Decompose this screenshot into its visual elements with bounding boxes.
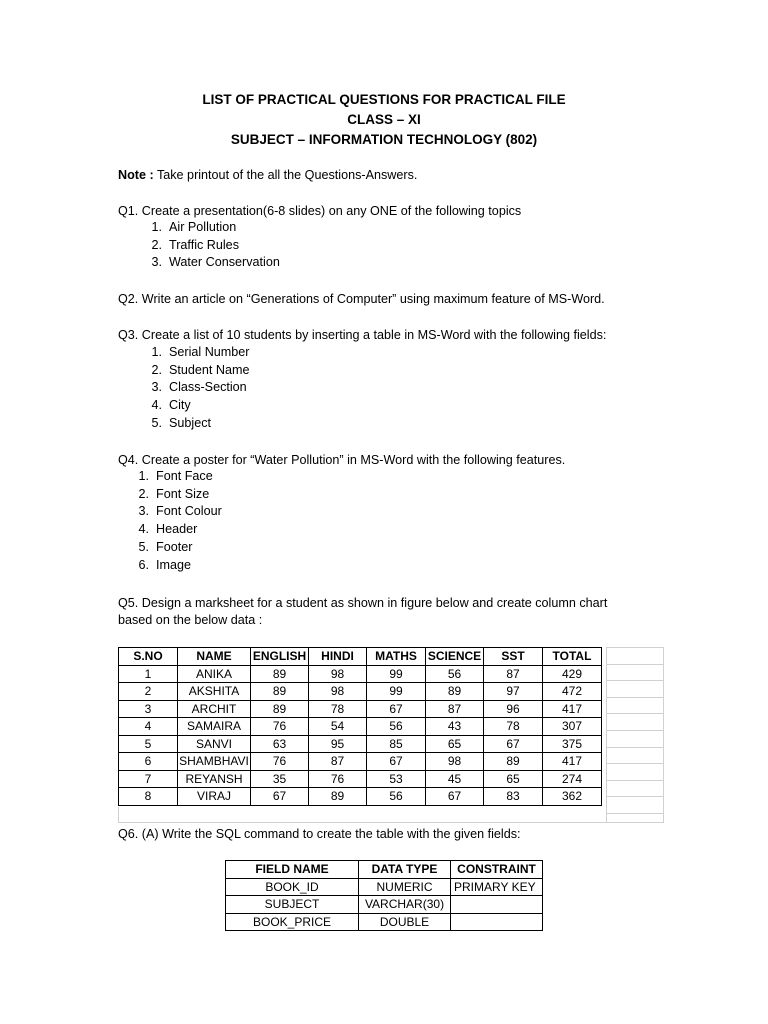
table-row xyxy=(119,788,602,806)
table-cell: 76 xyxy=(251,718,309,736)
table-cell: 362 xyxy=(543,788,602,806)
list-item: 2. Student Name xyxy=(151,362,250,377)
table-row xyxy=(119,753,602,771)
heading-line-1: LIST OF PRACTICAL QUESTIONS FOR PRACTICAL FILE xyxy=(202,92,566,107)
table-cell: 429 xyxy=(543,665,602,683)
table-row xyxy=(226,878,543,896)
table-cell: 65 xyxy=(426,735,484,753)
note-label: Note : xyxy=(118,168,154,182)
column-header: CONSTRAINT xyxy=(451,861,543,879)
table-cell: 98 xyxy=(426,753,484,771)
table-row xyxy=(119,700,602,718)
note xyxy=(118,166,417,184)
table-cell: 56 xyxy=(367,718,426,736)
table-cell: 97 xyxy=(484,683,543,701)
table-cell: REYANSH xyxy=(178,770,251,788)
question-5-line-2: based on the below data : xyxy=(118,613,263,627)
table-cell: 87 xyxy=(426,700,484,718)
table-cell: 78 xyxy=(484,718,543,736)
table-cell: 2 xyxy=(119,683,178,701)
table-cell: VIRAJ xyxy=(178,788,251,806)
table-cell: 67 xyxy=(484,735,543,753)
table-cell: 67 xyxy=(367,700,426,718)
table-cell: 99 xyxy=(367,683,426,701)
table-cell: SANVI xyxy=(178,735,251,753)
table-cell: 45 xyxy=(426,770,484,788)
table-cell: AKSHITA xyxy=(178,683,251,701)
table-cell: 3 xyxy=(119,700,178,718)
column-header: TOTAL xyxy=(543,648,602,666)
table-cell: SAMAIRA xyxy=(178,718,251,736)
table-cell: 417 xyxy=(543,753,602,771)
table-cell: 63 xyxy=(251,735,309,753)
table-cell: 375 xyxy=(543,735,602,753)
table-row xyxy=(226,913,543,931)
table-cell: 98 xyxy=(309,665,367,683)
list-item: 5. Subject xyxy=(151,415,212,430)
table-cell: SHAMBHAVI xyxy=(179,754,249,769)
table-cell: 7 xyxy=(119,770,178,788)
list-item: 1. Air Pollution xyxy=(151,220,237,234)
table-cell: 4 xyxy=(119,718,178,736)
table-cell: 89 xyxy=(251,700,309,718)
table-cell: 43 xyxy=(426,718,484,736)
table-cell: 307 xyxy=(543,718,602,736)
spreadsheet-grid-right xyxy=(606,647,664,823)
marksheet-table xyxy=(118,647,602,806)
table-cell: 53 xyxy=(367,770,426,788)
list-item: 2. Font Size xyxy=(138,486,210,501)
table-cell: 89 xyxy=(426,683,484,701)
table-cell: 35 xyxy=(251,770,309,788)
table-cell: 98 xyxy=(309,683,367,701)
table-row xyxy=(119,770,602,788)
table-row xyxy=(226,896,543,914)
table-cell: 65 xyxy=(484,770,543,788)
list-item: 3. Water Conservation xyxy=(151,255,280,270)
table-cell: VARCHAR(30) xyxy=(359,896,451,914)
heading-line-3: SUBJECT – INFORMATION TECHNOLOGY (802) xyxy=(230,132,538,147)
table-cell: SUBJECT xyxy=(226,896,359,914)
column-header: S.NO xyxy=(119,648,178,666)
table-cell: 5 xyxy=(119,735,178,753)
table-cell xyxy=(451,896,543,914)
table-cell: ARCHIT xyxy=(178,700,251,718)
table-cell: 54 xyxy=(309,718,367,736)
column-header: DATA TYPE xyxy=(359,861,451,879)
document-heading xyxy=(0,90,768,150)
question-4-list xyxy=(118,468,222,574)
question-4: Q4. Create a poster for “Water Pollution” in MS-Word with the following features. xyxy=(118,453,566,467)
note-text: Take printout of the all the Questions-Answers. xyxy=(153,168,418,182)
table-cell: 76 xyxy=(251,753,309,771)
table-cell xyxy=(451,913,543,931)
list-item: 6. Image xyxy=(138,557,192,572)
column-header: NAME xyxy=(178,648,251,666)
table-cell: 89 xyxy=(309,788,367,806)
list-item: 3. Class-Section xyxy=(151,380,247,395)
column-header: ENGLISH xyxy=(251,648,309,666)
table-cell: 67 xyxy=(367,753,426,771)
table-cell: 89 xyxy=(251,683,309,701)
table-cell: BOOK_PRICE xyxy=(226,913,359,931)
question-3-list xyxy=(118,344,250,433)
table-cell: 56 xyxy=(367,788,426,806)
table-cell: 472 xyxy=(543,683,602,701)
table-cell: 274 xyxy=(543,770,602,788)
question-3: Q3. Create a list of 10 students by inserting a table in MS-Word with the following fields: xyxy=(118,328,607,342)
table-cell: 85 xyxy=(367,735,426,753)
table-cell: 67 xyxy=(251,788,309,806)
question-6: Q6. (A) Write the SQL command to create the table with the given fields: xyxy=(118,827,521,841)
table-cell: 78 xyxy=(309,700,367,718)
column-header: SST xyxy=(484,648,543,666)
list-item: 1. Serial Number xyxy=(151,345,250,359)
column-header: HINDI xyxy=(309,648,367,666)
table-cell: 1 xyxy=(119,665,178,683)
list-item: 1. Font Face xyxy=(138,469,213,483)
table-cell: 89 xyxy=(484,753,543,771)
question-1: Q1. Create a presentation(6-8 slides) on any ONE of the following topics xyxy=(118,204,522,218)
column-header: MATHS xyxy=(367,648,426,666)
list-item: 2. Traffic Rules xyxy=(151,237,239,252)
table-cell: 67 xyxy=(426,788,484,806)
table-cell: 87 xyxy=(309,753,367,771)
table-cell: 89 xyxy=(251,665,309,683)
list-item: 4. Header xyxy=(138,522,198,537)
table-cell: PRIMARY KEY xyxy=(451,878,543,896)
spreadsheet-grid-bottom xyxy=(118,807,664,823)
table-row xyxy=(119,735,602,753)
table-header-row xyxy=(119,648,602,666)
list-item: 5. Footer xyxy=(138,539,193,554)
heading-line-2: CLASS – XI xyxy=(347,112,421,127)
table-header-row xyxy=(226,861,543,879)
table-cell: NUMERIC xyxy=(359,878,451,896)
table-cell: 8 xyxy=(119,788,178,806)
question-5-line-1: Q5. Design a marksheet for a student as shown in figure below and create column chart xyxy=(118,596,608,610)
fields-table xyxy=(225,860,543,931)
table-cell: 99 xyxy=(367,665,426,683)
table-cell: 417 xyxy=(543,700,602,718)
table-cell: 87 xyxy=(484,665,543,683)
table-cell: DOUBLE xyxy=(359,913,451,931)
table-cell: 96 xyxy=(484,700,543,718)
column-header: SCIENCE xyxy=(426,648,484,666)
column-header: FIELD NAME xyxy=(226,861,359,879)
table-cell: 95 xyxy=(309,735,367,753)
table-cell: 76 xyxy=(309,770,367,788)
question-2: Q2. Write an article on “Generations of Computer” using maximum feature of MS-Word. xyxy=(118,292,605,306)
table-cell: BOOK_ID xyxy=(226,878,359,896)
table-cell: 6 xyxy=(119,753,178,771)
table-cell: 56 xyxy=(426,665,484,683)
list-item: 3. Font Colour xyxy=(138,504,222,519)
question-1-list xyxy=(118,219,280,272)
table-row xyxy=(119,683,602,701)
table-cell: ANIKA xyxy=(178,665,251,683)
table-cell: 83 xyxy=(484,788,543,806)
list-item: 4. City xyxy=(151,398,191,413)
table-row xyxy=(119,718,602,736)
table-row xyxy=(119,665,602,683)
